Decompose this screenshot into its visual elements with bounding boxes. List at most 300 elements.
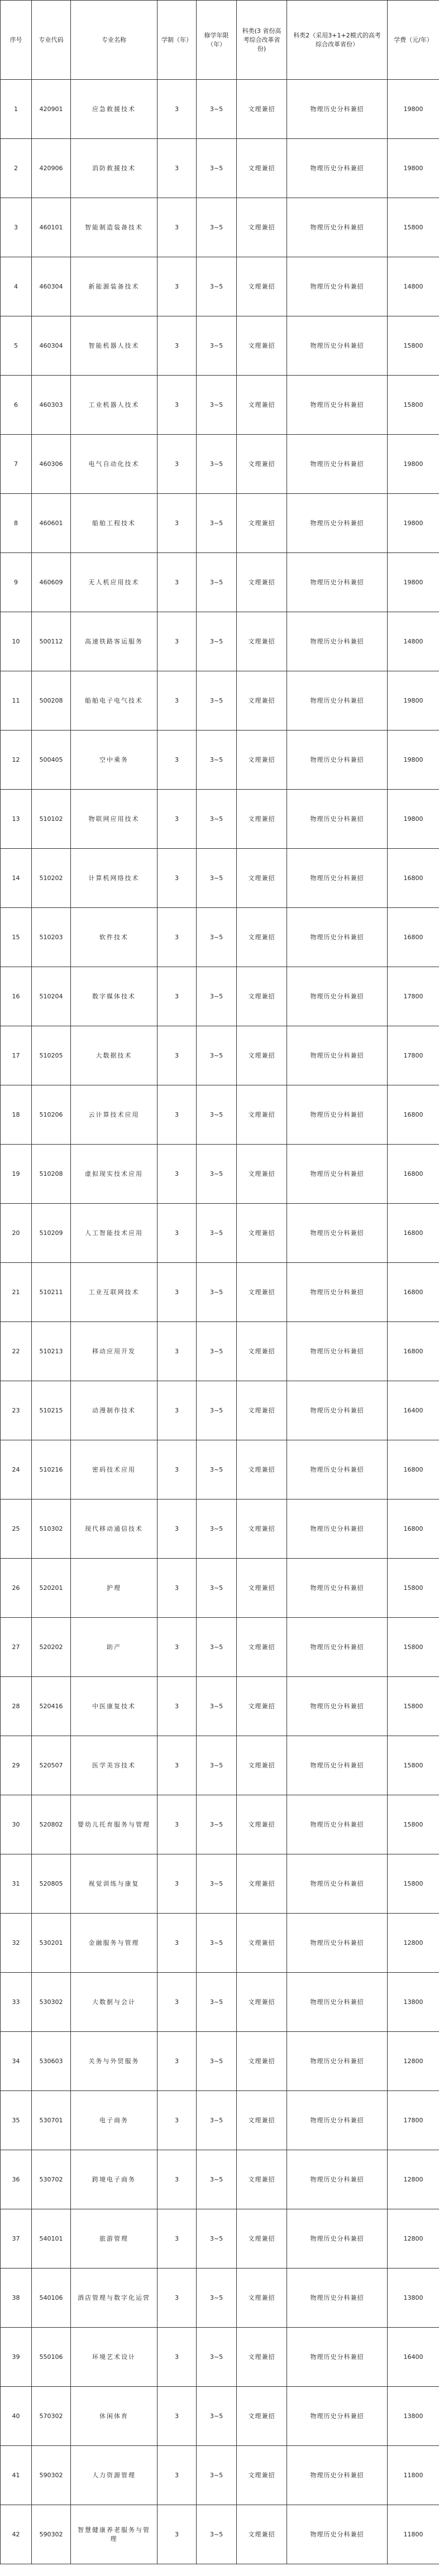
cell-years: 3~5 <box>197 1263 237 1322</box>
cell-code: 520507 <box>32 1736 71 1795</box>
cell-code: 520201 <box>32 1559 71 1618</box>
cell-length: 3 <box>158 1145 197 1204</box>
cell-years: 3~5 <box>197 1736 237 1795</box>
cell-name: 数字媒体技术 <box>71 967 158 1026</box>
cell-code: 510203 <box>32 908 71 967</box>
cell-subject-2: 物理历史分科兼招 <box>287 316 388 376</box>
cell-subject-1: 文理兼招 <box>237 2150 287 2209</box>
cell-code: 510202 <box>32 849 71 908</box>
cell-code: 500208 <box>32 671 71 730</box>
table-row <box>1 1026 439 1085</box>
cell-fee: 15800 <box>388 1559 439 1618</box>
table-row <box>1 1559 439 1618</box>
cell-no: 9 <box>1 553 32 612</box>
cell-years: 3~5 <box>197 1085 237 1145</box>
cell-length: 3 <box>158 1973 197 2032</box>
cell-subject-1: 文理兼招 <box>237 1085 287 1145</box>
cell-fee: 17800 <box>388 967 439 1026</box>
cell-subject-1: 文理兼招 <box>237 1914 287 1973</box>
cell-no: 4 <box>1 257 32 316</box>
cell-subject-1: 文理兼招 <box>237 1559 287 1618</box>
cell-no: 28 <box>1 1677 32 1736</box>
cell-years: 3~5 <box>197 198 237 257</box>
cell-name: 中医康复技术 <box>71 1677 158 1736</box>
cell-name: 工业机器人技术 <box>71 376 158 435</box>
cell-years: 3~5 <box>197 376 237 435</box>
cell-fee: 19800 <box>388 139 439 198</box>
cell-subject-1: 文理兼招 <box>237 376 287 435</box>
cell-years: 3~5 <box>197 2209 237 2269</box>
cell-no: 6 <box>1 376 32 435</box>
cell-years: 3~5 <box>197 1973 237 2032</box>
cell-length: 3 <box>158 1677 197 1736</box>
cell-years: 3~5 <box>197 1795 237 1854</box>
cell-length: 3 <box>158 908 197 967</box>
cell-name: 电气自动化技术 <box>71 435 158 494</box>
table-row <box>1 2387 439 2446</box>
cell-subject-1: 文理兼招 <box>237 2328 287 2387</box>
cell-length: 3 <box>158 257 197 316</box>
cell-fee: 12800 <box>388 1914 439 1973</box>
cell-length: 3 <box>158 2269 197 2328</box>
cell-subject-2: 物理历史分科兼招 <box>287 257 388 316</box>
cell-name: 智能制造装备技术 <box>71 198 158 257</box>
cell-length: 3 <box>158 612 197 671</box>
cell-no: 42 <box>1 2505 32 2564</box>
cell-length: 3 <box>158 2446 197 2505</box>
cell-length: 3 <box>158 2032 197 2091</box>
cell-length: 3 <box>158 1795 197 1854</box>
cell-name: 视觉训练与康复 <box>71 1854 158 1914</box>
cell-length: 3 <box>158 1440 197 1500</box>
cell-code: 540106 <box>32 2269 71 2328</box>
cell-fee: 19800 <box>388 553 439 612</box>
table-row <box>1 257 439 316</box>
cell-subject-2: 物理历史分科兼招 <box>287 494 388 553</box>
table-row <box>1 2150 439 2209</box>
cell-name: 大数据与会计 <box>71 1973 158 2032</box>
cell-subject-1: 文理兼招 <box>237 1440 287 1500</box>
table-row <box>1 908 439 967</box>
cell-code: 420906 <box>32 139 71 198</box>
cell-no: 41 <box>1 2446 32 2505</box>
cell-name: 现代移动通信技术 <box>71 1500 158 1559</box>
cell-no: 5 <box>1 316 32 376</box>
cell-years: 3~5 <box>197 1618 237 1677</box>
cell-code: 510204 <box>32 967 71 1026</box>
cell-fee: 19800 <box>388 730 439 790</box>
cell-name: 酒店管理与数字化运营 <box>71 2269 158 2328</box>
cell-subject-1: 文理兼招 <box>237 1795 287 1854</box>
cell-no: 24 <box>1 1440 32 1500</box>
cell-years: 3~5 <box>197 1440 237 1500</box>
cell-length: 3 <box>158 553 197 612</box>
cell-no: 13 <box>1 790 32 849</box>
cell-subject-2: 物理历史分科兼招 <box>287 2328 388 2387</box>
cell-code: 530701 <box>32 2091 71 2150</box>
cell-code: 460101 <box>32 198 71 257</box>
cell-subject-1: 文理兼招 <box>237 1381 287 1440</box>
cell-fee: 19800 <box>388 435 439 494</box>
cell-subject-1: 文理兼招 <box>237 671 287 730</box>
cell-code: 500405 <box>32 730 71 790</box>
table-row <box>1 2269 439 2328</box>
cell-name: 婴幼儿托育服务与管理 <box>71 1795 158 1854</box>
cell-subject-1: 文理兼招 <box>237 1973 287 2032</box>
cell-subject-2: 物理历史分科兼招 <box>287 790 388 849</box>
cell-years: 3~5 <box>197 730 237 790</box>
cell-years: 3~5 <box>197 1026 237 1085</box>
cell-name: 移动应用开发 <box>71 1322 158 1381</box>
cell-length: 3 <box>158 1500 197 1559</box>
cell-name: 人工智能技术应用 <box>71 1204 158 1263</box>
cell-subject-1: 文理兼招 <box>237 1618 287 1677</box>
header-fee: 学费（元/年） <box>388 1 439 80</box>
cell-subject-1: 文理兼招 <box>237 257 287 316</box>
cell-code: 510216 <box>32 1440 71 1500</box>
cell-subject-2: 物理历史分科兼招 <box>287 1381 388 1440</box>
table-row <box>1 1381 439 1440</box>
cell-years: 3~5 <box>197 2505 237 2564</box>
cell-fee: 16800 <box>388 1440 439 1500</box>
cell-length: 3 <box>158 2505 197 2564</box>
cell-code: 520416 <box>32 1677 71 1736</box>
cell-years: 3~5 <box>197 671 237 730</box>
cell-no: 12 <box>1 730 32 790</box>
cell-no: 23 <box>1 1381 32 1440</box>
cell-subject-1: 文理兼招 <box>237 1204 287 1263</box>
cell-length: 3 <box>158 2091 197 2150</box>
cell-no: 15 <box>1 908 32 967</box>
cell-name: 护理 <box>71 1559 158 1618</box>
cell-fee: 19800 <box>388 790 439 849</box>
cell-fee: 14800 <box>388 257 439 316</box>
cell-length: 3 <box>158 494 197 553</box>
cell-name: 新能源装备技术 <box>71 257 158 316</box>
cell-subject-2: 物理历史分科兼招 <box>287 435 388 494</box>
cell-length: 3 <box>158 1618 197 1677</box>
cell-no: 20 <box>1 1204 32 1263</box>
cell-length: 3 <box>158 2150 197 2209</box>
cell-subject-2: 物理历史分科兼招 <box>287 671 388 730</box>
cell-fee: 19800 <box>388 80 439 139</box>
cell-code: 520802 <box>32 1795 71 1854</box>
cell-years: 3~5 <box>197 849 237 908</box>
cell-fee: 16800 <box>388 1145 439 1204</box>
cell-subject-1: 文理兼招 <box>237 316 287 376</box>
table-row <box>1 730 439 790</box>
cell-code: 460609 <box>32 553 71 612</box>
header-no: 序号 <box>1 1 32 80</box>
cell-fee: 19800 <box>388 671 439 730</box>
cell-no: 17 <box>1 1026 32 1085</box>
cell-no: 25 <box>1 1500 32 1559</box>
table-row <box>1 2209 439 2269</box>
table-row <box>1 1736 439 1795</box>
cell-fee: 16800 <box>388 1085 439 1145</box>
cell-subject-1: 文理兼招 <box>237 1854 287 1914</box>
cell-subject-2: 物理历史分科兼招 <box>287 1677 388 1736</box>
cell-years: 3~5 <box>197 2032 237 2091</box>
cell-name: 应急救援技术 <box>71 80 158 139</box>
cell-years: 3~5 <box>197 435 237 494</box>
cell-subject-1: 文理兼招 <box>237 553 287 612</box>
cell-fee: 16400 <box>388 2328 439 2387</box>
cell-no: 36 <box>1 2150 32 2209</box>
cell-name: 旅游管理 <box>71 2209 158 2269</box>
cell-code: 530201 <box>32 1914 71 1973</box>
cell-subject-1: 文理兼招 <box>237 908 287 967</box>
cell-length: 3 <box>158 316 197 376</box>
table-row <box>1 376 439 435</box>
cell-length: 3 <box>158 1736 197 1795</box>
cell-subject-2: 物理历史分科兼招 <box>287 730 388 790</box>
table-row <box>1 553 439 612</box>
cell-no: 19 <box>1 1145 32 1204</box>
cell-subject-1: 文理兼招 <box>237 1026 287 1085</box>
cell-fee: 15800 <box>388 316 439 376</box>
cell-length: 3 <box>158 80 197 139</box>
cell-years: 3~5 <box>197 1559 237 1618</box>
cell-subject-1: 文理兼招 <box>237 2091 287 2150</box>
cell-subject-1: 文理兼招 <box>237 2032 287 2091</box>
cell-fee: 16800 <box>388 1500 439 1559</box>
cell-no: 11 <box>1 671 32 730</box>
cell-subject-2: 物理历史分科兼招 <box>287 908 388 967</box>
cell-subject-2: 物理历史分科兼招 <box>287 1559 388 1618</box>
cell-no: 2 <box>1 139 32 198</box>
cell-length: 3 <box>158 1854 197 1914</box>
cell-fee: 16800 <box>388 1263 439 1322</box>
cell-name: 船舶工程技术 <box>71 494 158 553</box>
table-row <box>1 612 439 671</box>
cell-length: 3 <box>158 1085 197 1145</box>
table-row <box>1 139 439 198</box>
cell-fee: 13800 <box>388 2387 439 2446</box>
table-row <box>1 80 439 139</box>
table-row <box>1 198 439 257</box>
cell-length: 3 <box>158 1263 197 1322</box>
cell-code: 530603 <box>32 2032 71 2091</box>
cell-subject-2: 物理历史分科兼招 <box>287 2387 388 2446</box>
table-row <box>1 1322 439 1381</box>
cell-fee: 17800 <box>388 1026 439 1085</box>
cell-subject-1: 文理兼招 <box>237 435 287 494</box>
cell-code: 510215 <box>32 1381 71 1440</box>
cell-code: 460303 <box>32 376 71 435</box>
cell-subject-2: 物理历史分科兼招 <box>287 967 388 1026</box>
table-row <box>1 494 439 553</box>
cell-fee: 16800 <box>388 849 439 908</box>
cell-subject-1: 文理兼招 <box>237 1322 287 1381</box>
cell-no: 32 <box>1 1914 32 1973</box>
cell-subject-1: 文理兼招 <box>237 2269 287 2328</box>
cell-fee: 15800 <box>388 1677 439 1736</box>
cell-years: 3~5 <box>197 1854 237 1914</box>
cell-code: 460601 <box>32 494 71 553</box>
cell-no: 35 <box>1 2091 32 2150</box>
cell-years: 3~5 <box>197 967 237 1026</box>
cell-fee: 13800 <box>388 2269 439 2328</box>
cell-subject-2: 物理历史分科兼招 <box>287 198 388 257</box>
cell-subject-2: 物理历史分科兼招 <box>287 1854 388 1914</box>
cell-name: 船舶电子电气技术 <box>71 671 158 730</box>
cell-no: 40 <box>1 2387 32 2446</box>
cell-subject-2: 物理历史分科兼招 <box>287 2446 388 2505</box>
cell-name: 助产 <box>71 1618 158 1677</box>
cell-code: 510208 <box>32 1145 71 1204</box>
cell-no: 1 <box>1 80 32 139</box>
cell-years: 3~5 <box>197 1500 237 1559</box>
header-name: 专业名称 <box>71 1 158 80</box>
cell-years: 3~5 <box>197 1677 237 1736</box>
cell-years: 3~5 <box>197 1145 237 1204</box>
cell-subject-1: 文理兼招 <box>237 198 287 257</box>
table-row <box>1 1618 439 1677</box>
cell-years: 3~5 <box>197 2091 237 2150</box>
cell-subject-2: 物理历史分科兼招 <box>287 2505 388 2564</box>
cell-years: 3~5 <box>197 2387 237 2446</box>
table-row <box>1 1795 439 1854</box>
table-row <box>1 1085 439 1145</box>
cell-name: 人力资源管理 <box>71 2446 158 2505</box>
table-row <box>1 1677 439 1736</box>
cell-no: 33 <box>1 1973 32 2032</box>
cell-subject-1: 文理兼招 <box>237 494 287 553</box>
cell-name: 虚拟现实技术应用 <box>71 1145 158 1204</box>
cell-years: 3~5 <box>197 790 237 849</box>
cell-subject-1: 文理兼招 <box>237 1500 287 1559</box>
cell-no: 22 <box>1 1322 32 1381</box>
cell-length: 3 <box>158 1322 197 1381</box>
cell-length: 3 <box>158 1204 197 1263</box>
cell-fee: 16800 <box>388 1322 439 1381</box>
cell-length: 3 <box>158 967 197 1026</box>
cell-no: 14 <box>1 849 32 908</box>
cell-years: 3~5 <box>197 257 237 316</box>
cell-fee: 16800 <box>388 1204 439 1263</box>
cell-code: 530702 <box>32 2150 71 2209</box>
cell-subject-2: 物理历史分科兼招 <box>287 2032 388 2091</box>
cell-name: 医学美容技术 <box>71 1736 158 1795</box>
table-row <box>1 2091 439 2150</box>
cell-subject-1: 文理兼招 <box>237 790 287 849</box>
cell-code: 510213 <box>32 1322 71 1381</box>
cell-years: 3~5 <box>197 2328 237 2387</box>
cell-fee: 12800 <box>388 2150 439 2209</box>
cell-subject-2: 物理历史分科兼招 <box>287 2269 388 2328</box>
cell-subject-2: 物理历史分科兼招 <box>287 1914 388 1973</box>
cell-no: 39 <box>1 2328 32 2387</box>
cell-fee: 19800 <box>388 494 439 553</box>
cell-subject-2: 物理历史分科兼招 <box>287 849 388 908</box>
cell-code: 530302 <box>32 1973 71 2032</box>
cell-subject-2: 物理历史分科兼招 <box>287 1618 388 1677</box>
table-row <box>1 1145 439 1204</box>
cell-length: 3 <box>158 2328 197 2387</box>
cell-subject-1: 文理兼招 <box>237 2387 287 2446</box>
cell-no: 8 <box>1 494 32 553</box>
cell-name: 工业互联网技术 <box>71 1263 158 1322</box>
cell-code: 420901 <box>32 80 71 139</box>
cell-subject-1: 文理兼招 <box>237 2505 287 2564</box>
cell-length: 3 <box>158 139 197 198</box>
table-row <box>1 1500 439 1559</box>
cell-length: 3 <box>158 1914 197 1973</box>
cell-fee: 15800 <box>388 1618 439 1677</box>
cell-code: 510302 <box>32 1500 71 1559</box>
cell-subject-2: 物理历史分科兼招 <box>287 1145 388 1204</box>
cell-no: 38 <box>1 2269 32 2328</box>
cell-name: 密码技术应用 <box>71 1440 158 1500</box>
cell-code: 500112 <box>32 612 71 671</box>
cell-fee: 15800 <box>388 198 439 257</box>
cell-name: 云计算技术应用 <box>71 1085 158 1145</box>
table-row <box>1 316 439 376</box>
cell-subject-2: 物理历史分科兼招 <box>287 2209 388 2269</box>
cell-name: 跨境电子商务 <box>71 2150 158 2209</box>
cell-subject-1: 文理兼招 <box>237 2446 287 2505</box>
cell-no: 27 <box>1 1618 32 1677</box>
cell-no: 3 <box>1 198 32 257</box>
cell-name: 软件技术 <box>71 908 158 967</box>
cell-subject-2: 物理历史分科兼招 <box>287 1795 388 1854</box>
cell-subject-1: 文理兼招 <box>237 1145 287 1204</box>
cell-name: 计算机网络技术 <box>71 849 158 908</box>
cell-subject-2: 物理历史分科兼招 <box>287 139 388 198</box>
cell-length: 3 <box>158 2209 197 2269</box>
cell-subject-1: 文理兼招 <box>237 967 287 1026</box>
table-row <box>1 2446 439 2505</box>
cell-years: 3~5 <box>197 80 237 139</box>
cell-fee: 12800 <box>388 2032 439 2091</box>
cell-code: 510209 <box>32 1204 71 1263</box>
cell-subject-1: 文理兼招 <box>237 80 287 139</box>
cell-subject-2: 物理历史分科兼招 <box>287 1026 388 1085</box>
header-subject-2: 科类2（采用3+1+2模式的高考综合改革省份） <box>287 1 388 80</box>
cell-name: 无人机应用技术 <box>71 553 158 612</box>
cell-no: 21 <box>1 1263 32 1322</box>
table-row <box>1 671 439 730</box>
cell-no: 7 <box>1 435 32 494</box>
cell-name: 动漫制作技术 <box>71 1381 158 1440</box>
cell-code: 520202 <box>32 1618 71 1677</box>
cell-subject-1: 文理兼招 <box>237 1736 287 1795</box>
cell-years: 3~5 <box>197 908 237 967</box>
cell-code: 460306 <box>32 435 71 494</box>
cell-name: 智慧健康养老服务与管理 <box>71 2505 158 2564</box>
table-row <box>1 1440 439 1500</box>
cell-name: 电子商务 <box>71 2091 158 2150</box>
cell-name: 物联网应用技术 <box>71 790 158 849</box>
table-row <box>1 1854 439 1914</box>
cell-fee: 15800 <box>388 1795 439 1854</box>
cell-years: 3~5 <box>197 2446 237 2505</box>
cell-no: 18 <box>1 1085 32 1145</box>
cell-subject-1: 文理兼招 <box>237 2209 287 2269</box>
table-row <box>1 849 439 908</box>
cell-no: 29 <box>1 1736 32 1795</box>
cell-fee: 11800 <box>388 2446 439 2505</box>
cell-code: 570302 <box>32 2387 71 2446</box>
cell-fee: 13800 <box>388 1973 439 2032</box>
cell-code: 590302 <box>32 2446 71 2505</box>
cell-code: 510211 <box>32 1263 71 1322</box>
cell-name: 休闲体育 <box>71 2387 158 2446</box>
cell-subject-2: 物理历史分科兼招 <box>287 1973 388 2032</box>
cell-length: 3 <box>158 435 197 494</box>
cell-subject-1: 文理兼招 <box>237 612 287 671</box>
